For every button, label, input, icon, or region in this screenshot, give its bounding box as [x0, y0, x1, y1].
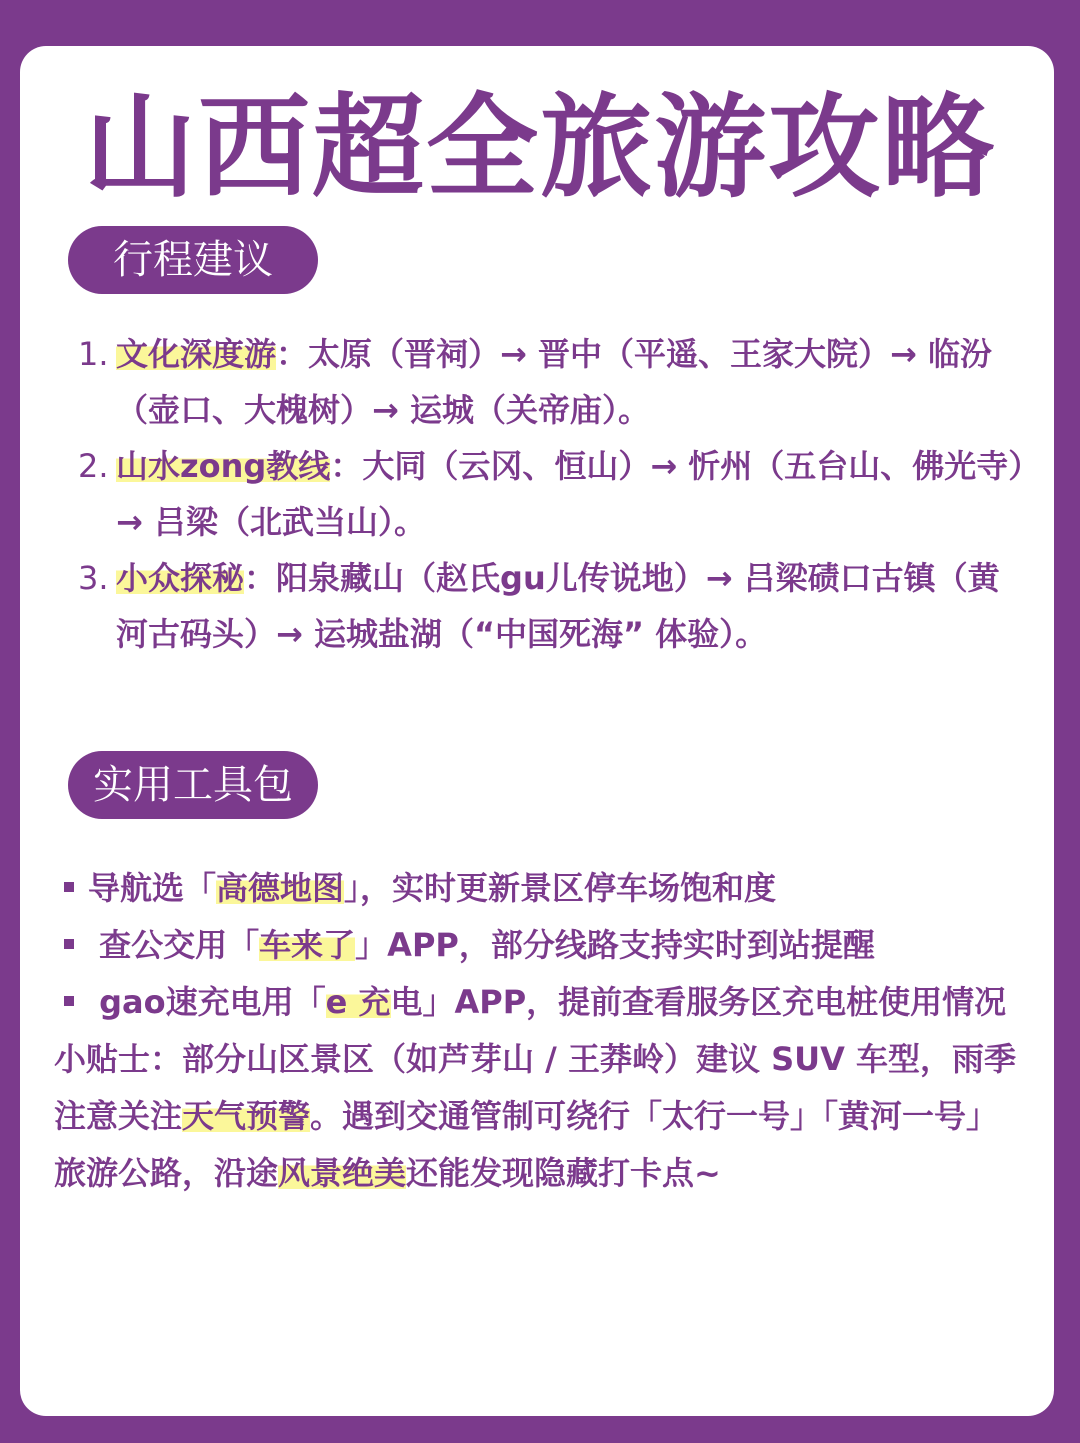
itinerary-item: 1. 文化深度游：太原（晋祠）→ 晋中（平遥、王家大院）→ 临汾（壶口、大槐树）→ 运城（关帝庙）。 — [78, 326, 1028, 438]
itinerary-list — [78, 326, 1028, 662]
tool-app-name: 车来了 — [259, 926, 356, 964]
section-badge-tools: 实用工具包 — [68, 751, 318, 819]
item-number: 3. — [78, 559, 109, 597]
section-badge-itinerary: 行程建议 — [68, 226, 318, 294]
route-name: 文化深度游 — [116, 335, 277, 373]
route-detail: 大同（云冈、恒山）→ 忻州（五台山、佛光寺）→ 吕梁（北武当山）。 — [116, 447, 1025, 541]
tip-highlight: 天气预警 — [182, 1097, 311, 1135]
tip-highlight: 风景绝美 — [278, 1154, 407, 1192]
bullet-icon — [64, 882, 74, 892]
tip-paragraph: 小贴士：部分山区景区（如芦芽山 / 王莽岭）建议 SUV 车型，雨季注意关注天气预警。遇到交通管制可绕行「太行一号」「黄河一号」旅游公路，沿途风景绝美还能发现隐藏打卡点~ — [54, 1040, 1017, 1192]
bullet-icon — [64, 939, 74, 949]
tool-app-name: e 充 — [325, 983, 391, 1021]
bullet-icon — [64, 996, 74, 1006]
route-name: 山水zong教线 — [116, 447, 331, 485]
route-detail: 阳泉藏山（赵氏gu儿传说地）→ 吕梁碛口古镇（黄河古码头）→ 运城盐湖（“中国死海” 体验）。 — [116, 559, 1000, 653]
page-title: 山西超全旅游攻略 — [84, 83, 996, 213]
tool-item: 导航选「高德地图」，实时更新景区停车场饱和度 — [54, 860, 1029, 917]
itinerary-item: 2. 山水zong教线：大同（云冈、恒山）→ 忻州（五台山、佛光寺）→ 吕梁（北武当山）。 — [78, 438, 1028, 550]
tools-list — [54, 860, 1029, 1202]
route-name: 小众探秘 — [116, 559, 245, 597]
item-number: 1. — [78, 335, 109, 373]
route-detail: 太原（晋祠）→ 晋中（平遥、王家大院）→ 临汾（壶口、大槐树）→ 运城（关帝庙）。 — [116, 335, 992, 429]
itinerary-item: 3. 小众探秘：阳泉藏山（赵氏gu儿传说地）→ 吕梁碛口古镇（黄河古码头）→ 运城盐湖（“中国死海” 体验）。 — [78, 550, 1028, 662]
tool-item: gao速充电用「e 充电」APP，提前查看服务区充电桩使用情况 — [54, 974, 1029, 1031]
item-number: 2. — [78, 447, 109, 485]
tool-item: 查公交用「车来了」APP，部分线路支持实时到站提醒 — [54, 917, 1029, 974]
tool-app-name: 高德地图 — [216, 869, 345, 907]
